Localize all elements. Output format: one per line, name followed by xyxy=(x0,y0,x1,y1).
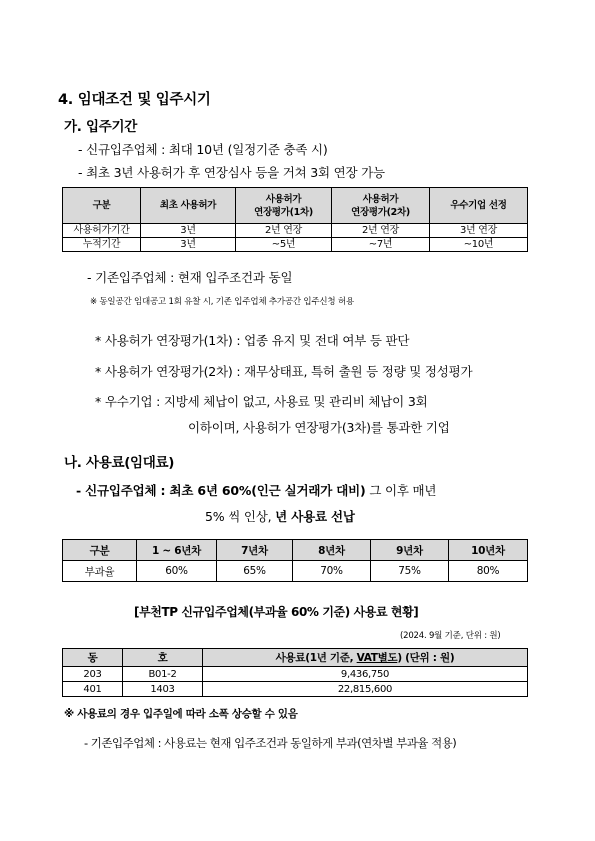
table-cell: 70% xyxy=(293,561,371,582)
rate-table-header: 구분 xyxy=(63,540,137,561)
table-cell: 2년 연장 xyxy=(332,224,430,238)
fee-status-title: [부천TP 신규입주업체(부과율 60% 기준) 사용료 현황] xyxy=(134,605,419,619)
rate-table-header: 9년차 xyxy=(371,540,449,561)
table-cell: 80% xyxy=(449,561,528,582)
table-cell: 누적기간 xyxy=(63,238,141,252)
period-table-header: 우수기업 선정 xyxy=(430,188,528,224)
period-table-header: 구분 xyxy=(63,188,141,224)
table-cell: 3년 xyxy=(141,238,236,252)
fee-status-date: (2024. 9월 기준, 단위 : 원) xyxy=(400,631,501,641)
fee-line-2-text: 5% 씩 인상, xyxy=(205,509,272,524)
table-row xyxy=(63,561,528,582)
table-row xyxy=(63,224,528,238)
fee-line-1-rest: 그 이후 매년 xyxy=(369,483,437,498)
table-cell: 2년 연장 xyxy=(236,224,332,238)
table-row xyxy=(63,238,528,252)
table-cell: 75% xyxy=(371,561,449,582)
table-cell: 사용허가기간 xyxy=(63,224,141,238)
bullet-extension: - 최초 3년 사용허가 후 연장심사 등을 거쳐 3회 연장 가능 xyxy=(78,165,385,180)
vacancy-note: ※ 동일공간 임대공고 1회 유찰 시, 기존 입주업체 추가공간 입주신청 허용 xyxy=(90,297,354,307)
fee-table-header-building: 동 xyxy=(63,649,123,667)
existing-tenant-fee: - 기존입주업체 : 사용료는 현재 입주조건과 동일하게 부과(연차별 부과율 적용) xyxy=(84,736,457,750)
criteria-first: * 사용허가 연장평가(1차) : 업종 유지 및 전대 여부 등 판단 xyxy=(95,333,410,348)
criteria-excellent-cont: 이하이며, 사용허가 연장평가(3차)를 통과한 기업 xyxy=(188,420,450,435)
fee-line-1-bold: - 신규입주업체 : 최초 6년 60%(인근 실거래가 대비) xyxy=(76,483,366,498)
fee-status-table xyxy=(62,648,528,697)
period-table xyxy=(62,187,528,252)
rate-table-header: 7년차 xyxy=(217,540,293,561)
table-row xyxy=(63,667,528,682)
subsection-title-period: 가. 입주기간 xyxy=(64,119,137,135)
fee-increase-note: ※ 사용료의 경우 입주일에 따라 소폭 상승할 수 있음 xyxy=(64,708,298,720)
existing-tenant-period: - 기존입주업체 : 현재 입주조건과 동일 xyxy=(87,270,293,285)
table-cell: 3년 연장 xyxy=(430,224,528,238)
table-cell: B01-2 xyxy=(123,667,203,682)
fee-table-header-room: 호 xyxy=(123,649,203,667)
section-title: 4. 임대조건 및 입주시기 xyxy=(58,92,211,108)
fee-table-header-fee xyxy=(203,649,528,667)
table-cell: ~5년 xyxy=(236,238,332,252)
criteria-excellent: * 우수기업 : 지방세 체납이 없고, 사용료 및 관리비 체납이 3회 xyxy=(95,394,428,409)
table-cell: 60% xyxy=(137,561,217,582)
rate-table xyxy=(62,539,528,582)
table-cell: 203 xyxy=(63,667,123,682)
fee-header-suffix: ) (단위 : 원) xyxy=(397,652,455,664)
table-cell: ~7년 xyxy=(332,238,430,252)
table-cell: 65% xyxy=(217,561,293,582)
fee-header-prefix: 사용료(1년 기준, xyxy=(275,652,354,664)
period-table-header: 최초 사용허가 xyxy=(141,188,236,224)
table-cell: 3년 xyxy=(141,224,236,238)
table-cell: 22,815,600 xyxy=(203,682,528,697)
table-cell: 부과율 xyxy=(63,561,137,582)
period-table-header: 사용허가 연장평가(1차) xyxy=(236,188,332,224)
rate-table-header: 1 ~ 6년차 xyxy=(137,540,217,561)
bullet-new-tenant: - 신규입주업체 : 최대 10년 (일정기준 충족 시) xyxy=(78,142,328,157)
table-row xyxy=(63,682,528,697)
table-cell: 1403 xyxy=(123,682,203,697)
rate-table-header: 8년차 xyxy=(293,540,371,561)
subsection-title-fee: 나. 사용료(임대료) xyxy=(64,455,175,471)
fee-line-1 xyxy=(76,481,436,499)
rate-table-header: 10년차 xyxy=(449,540,528,561)
fee-line-2 xyxy=(205,507,355,525)
fee-header-vat: VAT별도 xyxy=(356,652,398,664)
table-cell: 401 xyxy=(63,682,123,697)
table-cell: 9,436,750 xyxy=(203,667,528,682)
criteria-second: * 사용허가 연장평가(2차) : 재무상태표, 특허 출원 등 정량 및 정성평가 xyxy=(95,364,473,379)
fee-line-2-bold: 년 사용료 선납 xyxy=(275,509,355,524)
period-table-header: 사용허가 연장평가(2차) xyxy=(332,188,430,224)
table-cell: ~10년 xyxy=(430,238,528,252)
